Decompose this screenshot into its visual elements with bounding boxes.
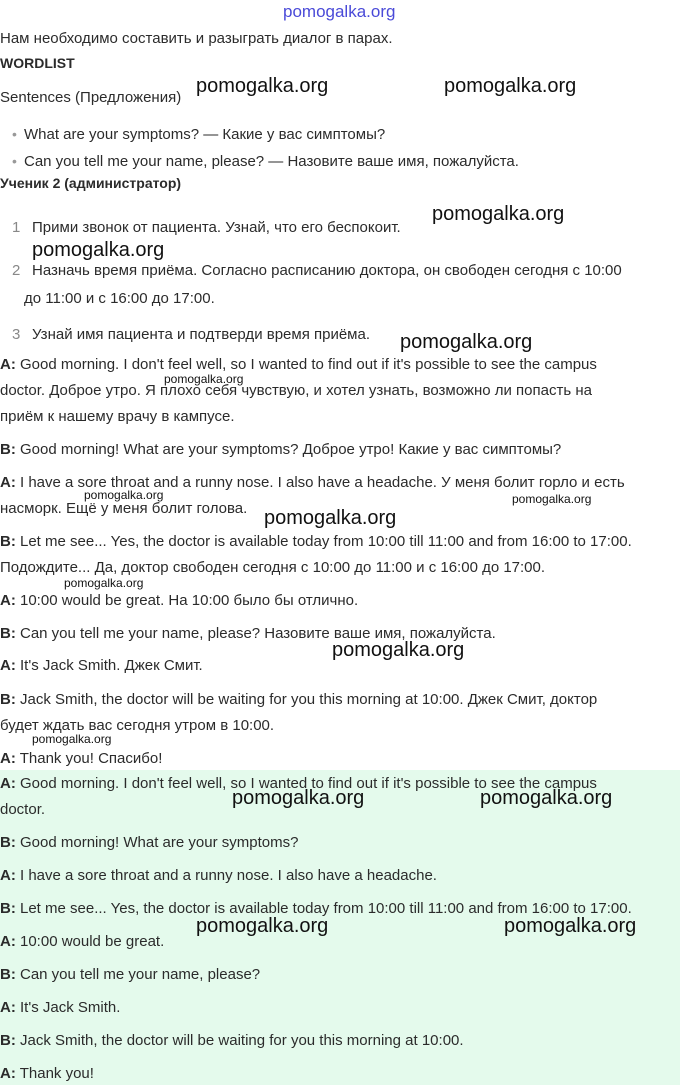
dialog-line: A: 10:00 would be great. На 10:00 было бы отлично. <box>0 592 359 609</box>
english-dialog-line: B: Jack Smith, the doctor will be waiting for you this morning at 10:00. <box>0 1032 464 1049</box>
dialog-line-continuation: doctor. Доброе утро. Я плохо себя чувствую, и хотел узнать, возможно ли попасть на <box>0 382 592 399</box>
task-number: 2 <box>12 262 21 279</box>
watermark: pomogalka.org <box>512 492 592 506</box>
task-number: 3 <box>12 326 21 343</box>
dialog-line: A: Thank you! Спасибо! <box>0 750 163 767</box>
bullet-icon: • <box>12 153 17 169</box>
task-item: Прими звонок от пациента. Узнай, что его беспокоит. <box>32 219 401 236</box>
student2-heading: Ученик 2 (администратор) <box>0 175 182 191</box>
english-dialog-line: A: It's Jack Smith. <box>0 999 121 1016</box>
watermark: pomogalka.org <box>232 787 365 809</box>
watermark: pomogalka.org <box>332 639 465 661</box>
dialog-line: A: Good morning. I don't feel well, so I wanted to find out if it's possible to see the campus <box>0 356 597 373</box>
watermark: pomogalka.org <box>196 75 329 97</box>
watermark: pomogalka.org <box>432 203 565 225</box>
watermark: pomogalka.org <box>400 331 533 353</box>
dialog-line-continuation: Подождите... Да, доктор свободен сегодня с 10:00 до 11:00 и с 16:00 до 17:00. <box>0 559 546 576</box>
dialog-line-continuation: приём к нашему врачу в кампусе. <box>0 408 235 425</box>
english-dialog-line: B: Can you tell me your name, please? <box>0 966 261 983</box>
watermark: pomogalka.org <box>196 915 329 937</box>
watermark: pomogalka.org <box>504 915 637 937</box>
dialog-line: A: I have a sore throat and a runny nose. I also have a headache. У меня болит горло и есть <box>0 474 625 491</box>
watermark: pomogalka.org <box>164 372 244 386</box>
watermark: pomogalka.org <box>32 239 165 261</box>
watermark: pomogalka.org <box>283 2 396 21</box>
english-dialog-line: A: I have a sore throat and a runny nose. I also have a headache. <box>0 867 437 884</box>
watermark: pomogalka.org <box>444 75 577 97</box>
dialog-line: B: Good morning! What are your symptoms? Доброе утро! Какие у вас симптомы? <box>0 441 562 458</box>
watermark: pomogalka.org <box>480 787 613 809</box>
sentence-item: What are your symptoms? — Какие у вас симптомы? <box>24 126 386 143</box>
english-dialog-line: A: 10:00 would be great. <box>0 933 165 950</box>
intro-text: Нам необходимо составить и разыграть диалог в парах. <box>0 30 393 47</box>
english-dialog-line-continuation: doctor. <box>0 801 46 818</box>
sentence-item: Can you tell me your name, please? — Назовите ваше имя, пожалуйста. <box>24 153 519 170</box>
watermark: pomogalka.org <box>84 488 164 502</box>
task-number: 1 <box>12 219 21 236</box>
watermark: pomogalka.org <box>64 576 144 590</box>
english-dialog-line: A: Good morning. I don't feel well, so I wanted to find out if it's possible to see the campus <box>0 775 597 792</box>
dialog-line: A: It's Jack Smith. Джек Смит. <box>0 657 203 674</box>
dialog-line-continuation: насморк. Ещё у меня болит голова. <box>0 500 248 517</box>
watermark: pomogalka.org <box>32 732 112 746</box>
watermark: pomogalka.org <box>264 507 397 529</box>
dialog-line: B: Jack Smith, the doctor will be waiting for you this morning at 10:00. Джек Смит, доктор <box>0 691 598 708</box>
bullet-icon: • <box>12 126 17 142</box>
wordlist-heading: WORDLIST <box>0 55 75 71</box>
task-item-continuation: до 11:00 и с 16:00 до 17:00. <box>24 290 215 307</box>
english-dialog-line: B: Let me see... Yes, the doctor is available today from 10:00 till 11:00 and from 16:00 to 17:00. <box>0 900 632 917</box>
dialog-line: B: Let me see... Yes, the doctor is available today from 10:00 till 11:00 and from 16:00 to 17:00. <box>0 533 632 550</box>
english-dialog-line: A: Thank you! <box>0 1065 94 1082</box>
english-dialog-line: B: Good morning! What are your symptoms? <box>0 834 299 851</box>
dialog-line: B: Can you tell me your name, please? Назовите ваше имя, пожалуйста. <box>0 625 496 642</box>
task-item: Узнай имя пациента и подтверди время приёма. <box>32 326 370 343</box>
sentences-heading: Sentences (Предложения) <box>0 89 182 106</box>
dialog-line-continuation: будет ждать вас сегодня утром в 10:00. <box>0 717 275 734</box>
task-item: Назначь время приёма. Согласно расписанию доктора, он свободен сегодня с 10:00 <box>32 262 622 279</box>
